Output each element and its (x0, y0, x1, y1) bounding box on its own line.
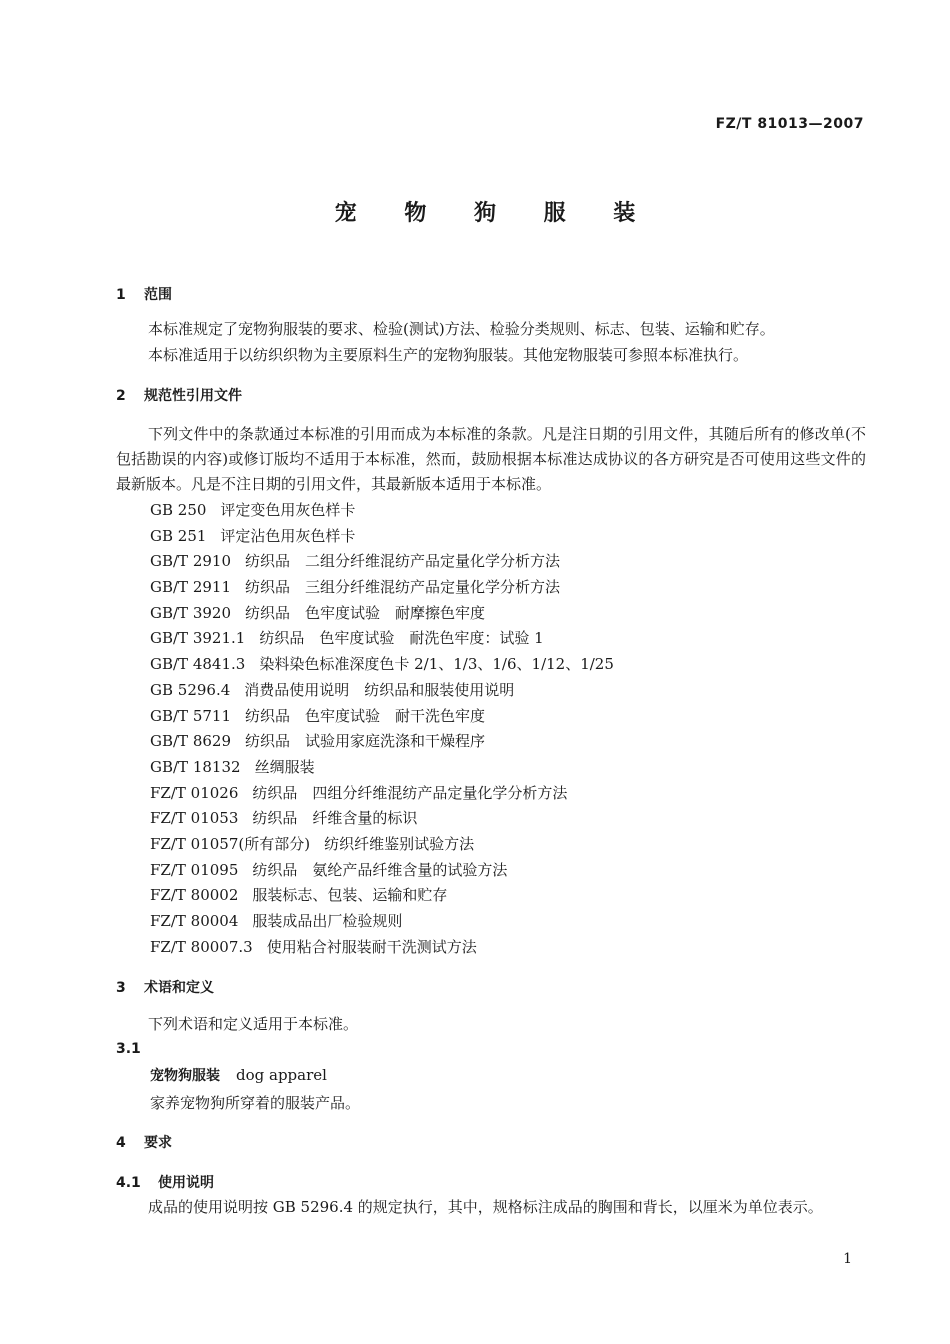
list-item (150, 935, 614, 961)
section-4-heading (116, 1132, 172, 1152)
reference-code: FZ/T 80007.3 (150, 937, 253, 956)
list-item (150, 883, 614, 909)
reference-title: 纺织品 色牢度试验 耐洗色牢度：试验 1 (259, 629, 544, 648)
reference-code: GB/T 2911 (150, 578, 232, 597)
reference-title: 丝绸服装 (254, 757, 315, 776)
section-3-heading (116, 977, 214, 997)
list-item (150, 524, 614, 550)
reference-code: GB/T 8629 (150, 732, 232, 751)
reference-code: FZ/T 01057(所有部分) (150, 834, 311, 853)
reference-title: 纺织品 色牢度试验 耐摩擦色牢度 (245, 603, 486, 622)
reference-title: 纺织品 二组分纤维混纺产品定量化学分析方法 (245, 552, 561, 571)
section-number: 2 (116, 388, 126, 404)
reference-title: 服装标志、包装、运输和贮存 (252, 886, 448, 905)
term-definition: 家养宠物狗所穿着的服装产品。 (150, 1094, 361, 1112)
subsection-4-1-heading (116, 1172, 214, 1192)
reference-title: 纺织品 纤维含量的标识 (252, 809, 418, 828)
section-number: 4 (116, 1135, 126, 1151)
term-english: dog apparel (236, 1066, 327, 1084)
list-item (150, 729, 614, 755)
list-item (150, 498, 614, 524)
reference-code: GB/T 4841.3 (150, 655, 246, 674)
list-item (150, 755, 614, 781)
list-item (150, 909, 614, 935)
standard-code: FZ/T 81013—2007 (715, 116, 864, 132)
section-2-intro: 下列文件中的条款通过本标准的引用而成为本标准的条款。凡是注日期的引用文件，其随后所有的修改单(不包括勘误的内容)或修订版均不适用于本标准，然而，鼓励根据本标准达成协议的各方研究是否可使用这些文件的最新版本。凡是不注日期的引用文件，其最新版本适用于本标准。 (116, 425, 866, 493)
list-item (150, 704, 614, 730)
list-item (150, 678, 614, 704)
reference-code: GB 5296.4 (150, 680, 231, 699)
subsection-3-1-number: 3.1 (116, 1041, 141, 1057)
list-item (150, 806, 614, 832)
reference-list (150, 498, 614, 960)
reference-title: 服装成品出厂检验规则 (252, 912, 403, 930)
list-item (150, 652, 614, 678)
reference-title: 纺织纤维鉴别试验方法 (324, 834, 475, 853)
reference-code: FZ/T 01026 (150, 783, 239, 802)
reference-code: FZ/T 80002 (150, 886, 239, 905)
reference-code: GB/T 18132 (150, 757, 241, 776)
section-1-paragraph: 本标准规定了宠物狗服装的要求、检验(测试)方法、检验分类规则、标志、包装、运输和贮存。 (148, 320, 775, 338)
reference-title: 纺织品 四组分纤维混纺产品定量化学分析方法 (252, 783, 568, 802)
reference-title: 消费品使用说明 纺织品和服装使用说明 (244, 680, 515, 699)
reference-code: FZ/T 80004 (150, 912, 239, 930)
term-entry (150, 1065, 327, 1085)
subsection-number: 4.1 (116, 1175, 141, 1191)
reference-title: 纺织品 试验用家庭洗涤和干燥程序 (245, 732, 486, 751)
reference-title: 评定沾色用灰色样卡 (220, 526, 356, 545)
list-item (150, 626, 614, 652)
subsection-title: 使用说明 (158, 1175, 214, 1191)
list-item (150, 858, 614, 884)
section-3-intro: 下列术语和定义适用于本标准。 (148, 1015, 359, 1033)
reference-code: GB/T 3921.1 (150, 629, 246, 648)
section-4-1-paragraph: 成品的使用说明按 GB 5296.4 的规定执行，其中，规格标注成品的胸围和背长，以厘米为单位表示。 (148, 1198, 823, 1216)
reference-title: 纺织品 氨纶产品纤维含量的试验方法 (252, 860, 508, 879)
list-item (150, 575, 614, 601)
reference-title: 评定变色用灰色样卡 (220, 501, 356, 519)
reference-code: GB/T 2910 (150, 552, 232, 571)
section-2-heading (116, 385, 242, 405)
list-item (150, 832, 614, 858)
reference-code: GB/T 3920 (150, 603, 232, 622)
section-number: 1 (116, 287, 126, 303)
term-chinese: 宠物狗服装 (150, 1068, 220, 1084)
page-title: 宠 物 狗 服 装 (334, 201, 656, 226)
section-title: 规范性引用文件 (144, 388, 242, 404)
section-title: 术语和定义 (144, 980, 214, 996)
list-item (150, 549, 614, 575)
reference-code: FZ/T 01053 (150, 809, 239, 828)
reference-title: 纺织品 色牢度试验 耐干洗色牢度 (245, 706, 486, 725)
reference-title: 使用粘合衬服装耐干洗测试方法 (266, 937, 477, 956)
section-title: 要求 (144, 1135, 172, 1151)
reference-code: GB/T 5711 (150, 706, 232, 725)
reference-code: GB 250 (150, 501, 207, 519)
reference-code: GB 251 (150, 526, 207, 545)
reference-code: FZ/T 01095 (150, 860, 239, 879)
section-1-heading (116, 284, 172, 304)
list-item (150, 781, 614, 807)
list-item (150, 601, 614, 627)
section-title: 范围 (144, 287, 172, 303)
reference-title: 纺织品 三组分纤维混纺产品定量化学分析方法 (245, 578, 561, 597)
section-1-paragraph: 本标准适用于以纺织织物为主要原料生产的宠物狗服装。其他宠物服装可参照本标准执行。 (148, 346, 749, 364)
section-number: 3 (116, 980, 126, 996)
reference-title: 染料染色标准深度色卡 2/1、1/3、1/6、1/12、1/25 (259, 655, 614, 674)
page-number: 1 (843, 1251, 852, 1267)
